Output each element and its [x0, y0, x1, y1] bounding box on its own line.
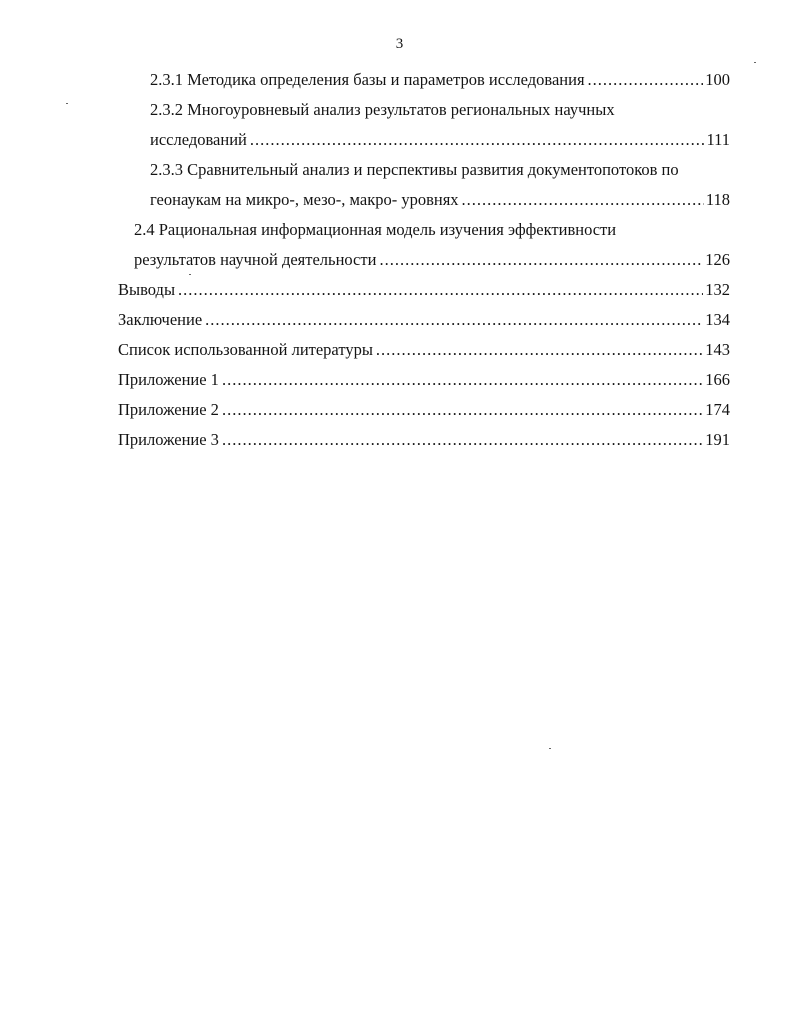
toc-entry-page: 132	[705, 280, 730, 299]
toc-entry-page: 111	[706, 130, 730, 149]
toc-entry-2-3-3-line-1[interactable]	[150, 158, 679, 182]
toc-leader-dots	[222, 428, 703, 452]
toc-leader-dots	[376, 338, 703, 362]
toc-entry-title: 2.3.3 Сравнительный анализ и перспективы развития документопотоков по	[150, 160, 679, 179]
toc-entry-page: 166	[705, 370, 730, 389]
toc-entry-appendix-3[interactable]	[118, 428, 730, 452]
page-number: 3	[395, 36, 404, 52]
toc-entry-2-3-2-line-1[interactable]	[150, 98, 615, 122]
toc-leader-dots	[588, 68, 704, 92]
toc-entry-page: 134	[705, 310, 730, 329]
toc-leader-dots	[222, 398, 703, 422]
toc-entry-2-3-2-line-2[interactable]	[150, 128, 730, 152]
toc-entry-title: Выводы	[118, 280, 176, 299]
toc-entry-title: 2.4 Рациональная информационная модель изучения эффективности	[134, 220, 617, 239]
toc-entry-page: 143	[705, 340, 730, 359]
toc-entry-title: Приложение 3	[118, 430, 219, 449]
toc-entry-title-continued: исследований	[150, 130, 247, 149]
toc-leader-dots	[250, 128, 705, 152]
toc-entry-title: Приложение 2	[118, 400, 219, 419]
toc-entry-title-continued: геонаукам на микро-, мезо-, макро- уровнях	[150, 190, 459, 209]
toc-leader-dots	[205, 308, 703, 332]
toc-entry-2-4-line-1[interactable]	[134, 218, 616, 242]
toc-entry-page: 174	[705, 400, 730, 419]
toc-leader-dots	[379, 248, 703, 272]
toc-entry-page: 126	[705, 250, 730, 269]
scan-speck	[549, 748, 551, 749]
toc-entry-title: 2.3.1 Методика определения базы и параметров исследования	[150, 70, 585, 89]
toc-entry-title: 2.3.2 Многоуровневый анализ результатов региональных научных	[150, 100, 615, 119]
toc-entry-references[interactable]	[118, 338, 730, 362]
toc-entry-page: 118	[705, 190, 730, 209]
toc-entry-2-3-3-line-2[interactable]	[150, 188, 730, 212]
toc-entry-2-4-line-2[interactable]	[134, 248, 730, 272]
toc-entry-conclusions[interactable]	[118, 278, 730, 302]
scan-speck	[66, 103, 68, 104]
toc-entry-title: Приложение 1	[118, 370, 219, 389]
toc-entry-page: 100	[705, 70, 730, 89]
scan-speck	[754, 62, 756, 63]
scan-speck	[189, 274, 191, 275]
toc-entry-appendix-1[interactable]	[118, 368, 730, 392]
toc-entry-title-continued: результатов научной деятельности	[134, 250, 377, 269]
toc-entry-appendix-2[interactable]	[118, 398, 730, 422]
toc-entry-2-3-1[interactable]	[150, 68, 730, 92]
toc-entry-page: 191	[705, 430, 730, 449]
toc-entry-summary[interactable]	[118, 308, 730, 332]
toc-leader-dots	[462, 188, 704, 212]
toc-leader-dots	[222, 368, 703, 392]
toc-entry-title: Список использованной литературы	[118, 340, 373, 359]
toc-entry-title: Заключение	[118, 310, 203, 329]
toc-leader-dots	[178, 278, 703, 302]
